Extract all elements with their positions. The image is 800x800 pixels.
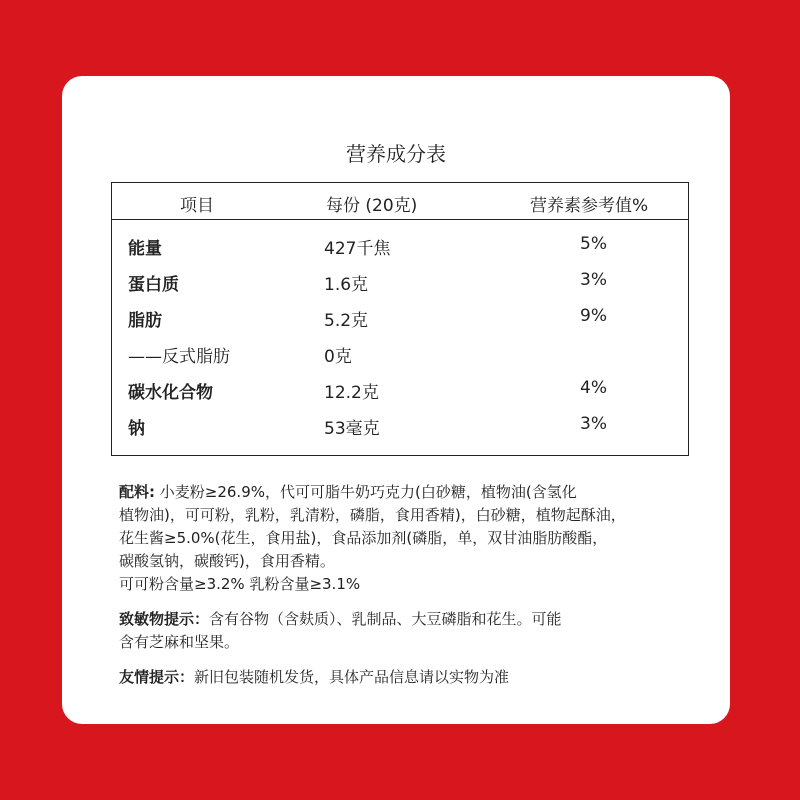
allergen-line xyxy=(119,608,679,631)
row-value: 1.6克 xyxy=(324,275,369,295)
row-name: ——反式脂肪 xyxy=(128,347,230,367)
row-nrv: 4% xyxy=(580,378,607,398)
table-row xyxy=(112,414,688,444)
table-row xyxy=(112,234,688,264)
row-nrv: 9% xyxy=(580,306,607,326)
allergen-label: 致敏物提示： xyxy=(119,610,210,628)
table-row xyxy=(112,378,688,408)
row-nrv: 3% xyxy=(580,270,607,290)
row-value: 0克 xyxy=(324,347,352,367)
allergen-text: 含有谷物（含麸质）、乳制品、大豆磷脂和花生。可能 xyxy=(209,610,562,628)
ingredients-text: 小麦粉≥26.9%，代可可脂牛奶巧克力(白砂糖，植物油(含氢化 xyxy=(155,483,577,501)
tip-text: 新旧包装随机发货，具体产品信息请以实物为准 xyxy=(194,668,510,686)
page-title: 营养成分表 xyxy=(346,142,446,166)
notes-section xyxy=(119,481,679,689)
row-value: 12.2克 xyxy=(324,383,379,403)
ingredients-line: 碳酸氢钠，碳酸钙)，食用香精。 xyxy=(119,552,335,570)
ingredients-line: 植物油)，可可粉，乳粉，乳清粉，磷脂，食用香精)，白砂糖，植物起酥油， xyxy=(119,506,626,524)
row-name: 碳水化合物 xyxy=(128,383,213,403)
tip-line xyxy=(119,666,679,689)
row-nrv: 5% xyxy=(580,234,607,254)
table-row xyxy=(112,342,688,372)
ingredients-line xyxy=(119,481,679,504)
row-nrv: 3% xyxy=(580,414,607,434)
row-value: 5.2克 xyxy=(324,311,369,331)
nutrition-card xyxy=(62,76,730,724)
table-row xyxy=(112,270,688,300)
row-name: 蛋白质 xyxy=(128,275,179,295)
tip-label: 友情提示： xyxy=(119,668,195,686)
row-value: 53毫克 xyxy=(324,419,380,439)
table-header xyxy=(112,183,688,220)
table-row xyxy=(112,306,688,336)
ingredients-label: 配料: xyxy=(119,483,155,501)
header-nrv: 营养素参考值% xyxy=(530,196,649,216)
nutrition-table xyxy=(111,182,689,456)
ingredients-line: 可可粉含量≥3.2% 乳粉含量≥3.1% xyxy=(119,575,361,593)
row-name: 能量 xyxy=(128,239,162,259)
header-item: 项目 xyxy=(180,196,214,216)
row-value: 427千焦 xyxy=(324,239,391,259)
header-per-serving: 每份 (20克) xyxy=(326,196,418,216)
row-name: 钠 xyxy=(128,419,145,439)
allergen-line: 含有芝麻和坚果。 xyxy=(119,633,240,651)
row-name: 脂肪 xyxy=(128,311,162,331)
ingredients-line: 花生酱≥5.0%(花生，食用盐)，食品添加剂(磷脂，单，双甘油脂肪酸酯， xyxy=(119,529,608,547)
